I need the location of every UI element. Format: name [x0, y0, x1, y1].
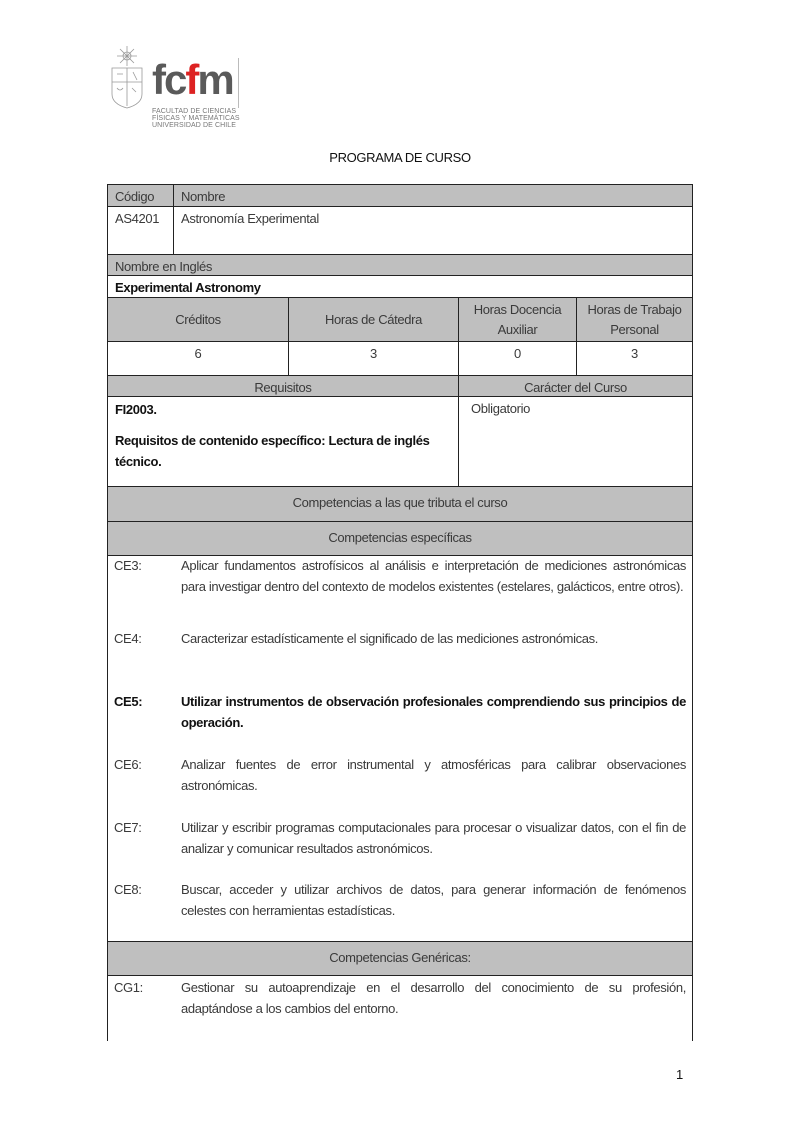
- competencia-generica-item: [114, 977, 686, 1019]
- creditos-header: Créditos: [107, 297, 289, 342]
- university-seal-icon: [108, 46, 146, 116]
- logo-subtitle-line: FÍSICAS Y MATEMÁTICAS: [152, 115, 240, 122]
- competencia-text: Utilizar y escribir programas computacionales para procesar o visualizar datos, con el fin de analizar y comunicar resultados astronómicos.: [181, 820, 686, 856]
- competencia-code: CE4:: [114, 631, 142, 646]
- horas-auxiliar-value: 0: [458, 341, 577, 376]
- competencia-code: CE7:: [114, 820, 142, 835]
- page-number: 1: [676, 1067, 683, 1082]
- competencia-item: [114, 754, 686, 796]
- competencia-text: Analizar fuentes de error instrumental y atmosféricas para calibrar observaciones astronómicas.: [181, 757, 686, 793]
- course-name: Astronomía Experimental: [173, 206, 693, 255]
- competencia-code: CG1:: [114, 980, 143, 995]
- logo-subtitle-line: FACULTAD DE CIENCIAS: [152, 108, 237, 115]
- caracter-value: Obligatorio: [458, 396, 693, 487]
- competencia-item: [114, 691, 686, 733]
- horas-personal-value: 3: [576, 341, 693, 376]
- competencias-header: Competencias a las que tributa el curso: [107, 486, 693, 522]
- competencia-text: Caracterizar estadísticamente el significado de las mediciones astronómicas.: [181, 631, 599, 646]
- nombre-header: Nombre: [173, 184, 693, 207]
- competencia-text: Gestionar su autoaprendizaje en el desarrollo del conocimiento de su profesión, adaptándose a los cambios del entorno.: [181, 980, 686, 1016]
- competencia-text: Buscar, acceder y utilizar archivos de datos, para generar información de fenómenos celestes con herramientas estadísticas.: [181, 882, 686, 918]
- requisitos-especificos: Requisitos de contenido específico: Lectura de inglés técnico.: [115, 433, 430, 469]
- competencia-code: CE8:: [114, 882, 142, 897]
- competencia-item: [114, 817, 686, 859]
- logo-subtitle: [152, 108, 240, 129]
- logo-divider: [238, 58, 239, 108]
- requisitos-value: FI2003.: [115, 402, 157, 417]
- english-name-header: Nombre en Inglés: [107, 254, 693, 276]
- competencia-text: Aplicar fundamentos astrofísicos al análisis e interpretación de mediciones astronómicas para investigar dentro del contexto de modelos existentes (estelares, galácticos, entre otros).: [181, 558, 686, 594]
- logo-subtitle-line: UNIVERSIDAD DE CHILE: [152, 122, 237, 129]
- creditos-value: 6: [107, 341, 289, 376]
- horas-catedra-header: Horas de Cátedra: [288, 297, 459, 342]
- genericas-header: Competencias Genéricas:: [107, 941, 693, 976]
- competencia-item: [114, 628, 686, 649]
- english-name: Experimental Astronomy: [107, 275, 693, 298]
- competencia-code: CE6:: [114, 757, 142, 772]
- competencia-item: [114, 879, 686, 921]
- caracter-header: Carácter del Curso: [458, 375, 693, 397]
- fcfm-logo: fcfm: [152, 56, 233, 103]
- horas-auxiliar-header: Horas Docencia Auxiliar: [458, 297, 577, 342]
- competencia-item: [114, 555, 686, 597]
- course-code: AS4201: [107, 206, 174, 255]
- horas-catedra-value: 3: [288, 341, 459, 376]
- requisitos-header: Requisitos: [107, 375, 459, 397]
- competencia-code: CE3:: [114, 558, 142, 573]
- competencia-text: Utilizar instrumentos de observación profesionales comprendiendo sus principios de operación.: [181, 694, 686, 730]
- codigo-header: Código: [107, 184, 174, 207]
- especificas-header: Competencias específicas: [107, 521, 693, 556]
- competencia-code: CE5:: [114, 694, 143, 709]
- horas-personal-header: Horas de Trabajo Personal: [576, 297, 693, 342]
- requisitos-cell: [107, 396, 459, 487]
- page-title: PROGRAMA DE CURSO: [329, 150, 471, 165]
